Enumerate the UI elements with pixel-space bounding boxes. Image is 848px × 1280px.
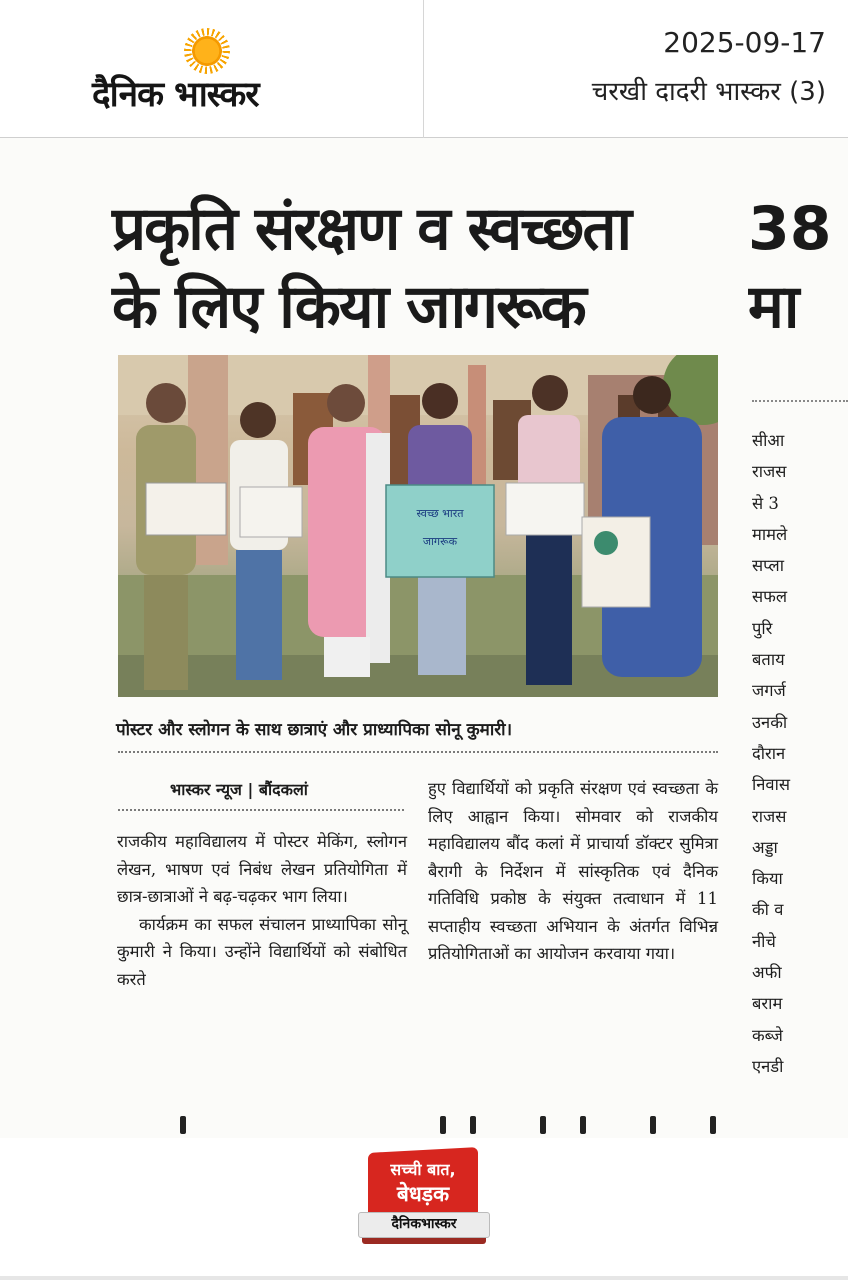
- adjacent-line: अड्डा: [752, 837, 778, 857]
- edition-date: 2025-09-17: [663, 26, 826, 59]
- headline-line-1: प्रकृति संरक्षण व स्वच्छता: [112, 194, 631, 264]
- adjacent-headline: [748, 190, 848, 346]
- adjacent-line: बराम: [752, 994, 783, 1014]
- logo-text: दैनिक भास्कर: [92, 75, 259, 115]
- adjacent-line: किया: [752, 869, 783, 889]
- adjacent-line: निवास: [752, 775, 791, 795]
- dainik-bhaskar-logo: [92, 28, 322, 118]
- adjacent-line: उनकी: [752, 712, 788, 732]
- edition-name: चरखी दादरी भास्कर (3): [591, 77, 826, 107]
- group-photo-illustration: [118, 355, 718, 697]
- caption-rule: [118, 751, 718, 753]
- photo-caption: पोस्टर और स्लोगन के साथ छात्राएं और प्राध्यापिका सोनू कुमारी।: [116, 720, 513, 740]
- adjacent-headline-line-1: 38: [748, 194, 832, 264]
- poster-text-1: स्वच्छ भारत: [416, 507, 464, 520]
- newspaper-header: [0, 0, 848, 138]
- adjacent-line: की व: [752, 900, 784, 920]
- badge-tagline-2: बेधड़क: [396, 1182, 450, 1206]
- bottom-rule: [0, 1276, 848, 1280]
- adjacent-line: कब्जे: [752, 1025, 783, 1045]
- next-article-strip: [110, 1116, 730, 1138]
- news-clipping: [0, 138, 848, 1138]
- adjacent-line: सप्ला: [752, 556, 784, 576]
- badge-tagline-1: सच्ची बात,: [390, 1160, 456, 1179]
- adjacent-line: से 3: [752, 493, 779, 513]
- article-column-2: [428, 775, 718, 968]
- adjacent-headline-line-2: मा: [748, 272, 800, 342]
- adjacent-line: बताय: [752, 650, 785, 670]
- badge-shadow: [362, 1238, 486, 1244]
- column-2-paragraph-1: हुए विद्यार्थियों को प्रकृति संरक्षण एवं स्वच्छता के लिए आह्वान किया। सोमवार को राजकीय महाविद्यालय बौंद कलां में प्राचार्या डॉक्टर सुमित्रा बैरागी के निर्देशन में सांस्कृतिक एवं दैनिक गतिविधि प्रकोष्ठ के संयुक्त तत्वाधान में 11 सप्ताहीय स्वच्छता अभियान के अंतर्गत विभिन्न प्रतियोगिताओं का आयोजन करवाया गया।: [428, 779, 718, 963]
- adjacent-article-column: [752, 425, 848, 1082]
- article-byline: भास्कर न्यूज | बौंदकलां: [170, 780, 308, 799]
- article-photo: [118, 355, 718, 697]
- adjacent-line: मामले: [752, 524, 788, 544]
- poster-text-2: जागरूक: [422, 535, 458, 548]
- adjacent-line: जगर्ज: [752, 681, 786, 701]
- adjacent-line: सीआ: [752, 431, 785, 450]
- adjacent-line: पुरि: [752, 618, 773, 638]
- adjacent-line: नीचे: [752, 931, 776, 951]
- adjacent-line: दौरान: [752, 743, 786, 763]
- sun-icon: [188, 32, 226, 70]
- column-1-paragraph-1: राजकीय महाविद्यालय में पोस्टर मेकिंग, स्लोगन लेखन, भाषण एवं निबंध लेखन प्रतियोगिता में छात्र-छात्राओं ने बढ़-चढ़कर भाग लिया।: [117, 832, 407, 906]
- badge-logo-text: दैनिकभास्कर: [391, 1216, 457, 1232]
- sachchi-baat-badge: [358, 1150, 490, 1250]
- article-column-1: [117, 828, 407, 993]
- adjacent-rule: [752, 400, 848, 402]
- adjacent-line: अफी: [752, 963, 782, 983]
- adjacent-line: एनडी: [752, 1056, 784, 1076]
- header-divider: [423, 0, 424, 138]
- adjacent-line: सफल: [752, 587, 788, 607]
- byline-rule: [118, 809, 404, 811]
- article-headline: [112, 190, 727, 346]
- headline-line-2: के लिए किया जागरूक: [112, 272, 585, 342]
- adjacent-line: राजस: [752, 462, 787, 482]
- column-1-paragraph-2: कार्यक्रम का सफल संचालन प्राध्यापिका सोनू कुमारी ने किया। उन्होंने विद्यार्थियों को संबोधित करते: [117, 914, 407, 989]
- adjacent-line: राजस: [752, 806, 787, 826]
